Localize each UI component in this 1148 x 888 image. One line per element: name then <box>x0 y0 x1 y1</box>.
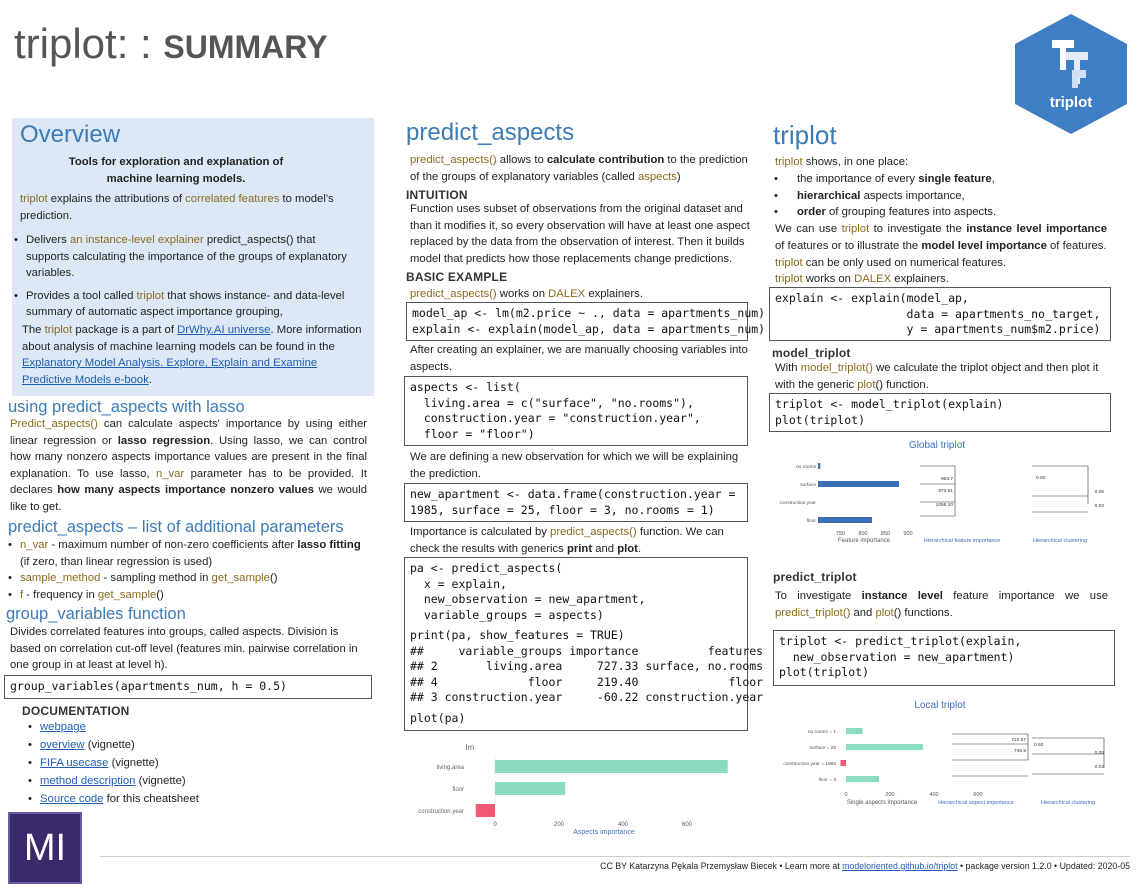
text-span: of features. <box>1046 239 1107 252</box>
basic-example-heading: BASIC EXAMPLE <box>406 270 508 284</box>
text-span: for this cheatsheet <box>103 793 199 805</box>
pa-code-results <box>404 557 764 731</box>
list-item <box>772 204 1112 221</box>
list-item <box>6 587 366 604</box>
predict-aspects-word: predict_aspects() <box>410 154 497 166</box>
tagline-line2: machine learning models. <box>106 172 246 185</box>
ema-book-link[interactable]: Explanatory Model Analysis. Explore, Explain and Examine Predictive Models e-book <box>22 357 318 386</box>
bold-span: model level importance <box>921 239 1047 252</box>
plot-word: plot <box>875 606 894 619</box>
tick-label: 0 <box>493 822 497 828</box>
bold-span: plot <box>617 542 638 555</box>
tick-label: 900 <box>903 531 913 537</box>
hfi-value-2: 973.61 <box>938 489 953 494</box>
groupvars-code: group_variables(apartments_num, h = 0.5) <box>4 675 372 699</box>
text-span: can be only used on numerical features. <box>802 257 1007 269</box>
hai-value-1: 722.57 <box>1011 738 1026 743</box>
tick-label: 800 <box>858 531 868 537</box>
params-heading: predict_aspects – list of additional parameters <box>8 518 344 536</box>
text-span: predict_aspects() that supports calculating the importance of the groups of explanatory variables. <box>26 234 347 280</box>
triplot-word: triplot <box>20 193 48 205</box>
bold-span: lasso fitting <box>297 539 361 551</box>
tp-code-predict: triplot <- predict_triplot(explain, new_observation = new_apartment) plot(triplot) <box>773 630 1115 686</box>
footer <box>560 861 1130 871</box>
text-span: and <box>850 606 876 619</box>
intuition-text: Function uses subset of observations from the original dataset and than it modifies it, so every observation will have at least one aspect replaced by the data from the observation of interest. Then it builds model that predicts how those replacements change predictions. <box>410 203 750 265</box>
hc-value-2: 0.05 <box>1094 751 1104 756</box>
param-name: sample_method <box>20 572 101 585</box>
text-span: Provides a tool called <box>26 289 137 302</box>
dalex-word: DALEX <box>548 288 586 300</box>
category-label: floor <box>452 787 464 793</box>
text-span: we would like to get. <box>10 484 367 513</box>
x-axis-label: Aspects importance <box>573 829 635 836</box>
text-span: aspects importance, <box>860 189 965 202</box>
text-span: The <box>22 324 45 336</box>
hc-value-1: 0.92 <box>1034 743 1044 748</box>
text-span: (vignette) <box>108 757 159 769</box>
text-span: to investigate the <box>869 223 967 235</box>
predict-aspects-word: predict_aspects() <box>550 526 637 538</box>
text-span: works on <box>496 288 549 300</box>
param-name: get_sample <box>211 572 270 585</box>
overview-p1 <box>20 191 360 224</box>
predict-triplot-text <box>775 588 1108 621</box>
tp-code-explain: explain <- explain(model_ap, data = apartments_no_target, y = apartments_num$m2.price) <box>769 287 1111 341</box>
docs-heading: DOCUMENTATION <box>22 704 130 718</box>
plot-word: plot <box>857 378 876 391</box>
tp-intro <box>775 154 908 171</box>
pa-intro <box>410 152 750 185</box>
doc-item <box>26 772 199 790</box>
groupvars-heading: group_variables function <box>6 605 186 623</box>
lm-chart <box>404 738 748 838</box>
triplot-logo <box>1012 12 1130 136</box>
text-span: (vignette) <box>135 775 186 787</box>
text-span: to the prediction of the groups of explanatory variables (called <box>410 154 748 183</box>
text-span: With <box>775 362 801 374</box>
lasso-text <box>10 416 367 516</box>
x-axis-label: Feature importance <box>837 538 891 544</box>
doc-item <box>26 736 199 754</box>
bold-span: instance level <box>861 590 943 602</box>
list-item <box>12 288 352 321</box>
text-span: - maximum number of non-zero coefficients after <box>48 539 298 551</box>
dalex-word: DALEX <box>854 273 892 285</box>
triplot-word: triplot <box>775 257 803 269</box>
doc-item <box>26 754 199 772</box>
panel3-label: Hierarchical clustering <box>1032 538 1088 544</box>
predict-aspects-word: Predict_aspects() <box>10 418 98 430</box>
text-span: function. We can check the results with generics <box>410 526 724 555</box>
predict-aspects-word: predict_aspects() <box>410 288 497 300</box>
text-span: . <box>637 542 642 555</box>
drwhy-link[interactable]: DrWhy.AI universe <box>177 324 271 336</box>
text-span: works on <box>802 273 855 285</box>
tick-label: 750 <box>835 531 846 537</box>
category-label: living.area <box>436 765 464 771</box>
mi-logo <box>8 812 82 884</box>
global-triplot-chart <box>770 436 1110 548</box>
bar-surface <box>818 481 899 487</box>
lasso-heading: using predict_aspects with lasso <box>8 398 245 416</box>
chart-title: Local triplot <box>914 700 966 711</box>
text-span: We can use <box>775 223 842 235</box>
text-span: ) <box>676 170 681 183</box>
text-span: parameter has to be provided. It declares <box>10 467 367 497</box>
bar-floor = 3 <box>846 776 879 782</box>
model-triplot-heading: model_triplot <box>772 346 851 360</box>
tick-label: 600 <box>681 822 693 828</box>
text-span: explainers. <box>585 288 643 300</box>
text-span: . More information about analysis of machine learning models can be found in the <box>22 324 362 353</box>
triplot-word: triplot <box>775 156 803 168</box>
text-span: To investigate <box>775 590 862 602</box>
text-span: () function. <box>875 378 929 391</box>
text-span: and <box>592 542 618 555</box>
tick-label: 200 <box>885 792 895 798</box>
category-label: surface = 25 <box>809 746 836 751</box>
bold-span: lasso regression <box>117 434 211 447</box>
text-span: allows to <box>496 154 547 166</box>
tagline-line1: Tools for exploration and explanation of <box>68 156 284 168</box>
footer-link[interactable]: modeloriented.github.io/triplot <box>842 861 958 871</box>
list-item <box>772 171 1112 188</box>
footer-text: CC BY Katarzyna Pękala Przemysław Biecek • Learn more at <box>600 861 843 871</box>
triplot-word: triplot <box>136 289 165 302</box>
text-span: can calculate aspects' importance by using either linear regression or <box>10 418 367 447</box>
aspects-word: aspects <box>637 170 677 183</box>
text-span: Delivers <box>26 234 70 246</box>
groupvars-text: Divides correlated features into groups, called aspects. Division is based on correlation cut-off level (features min. pairwise correlation in one group in at least at level h). <box>10 626 358 672</box>
bar-no.rooms <box>818 463 820 469</box>
model-triplot-text <box>775 360 1115 393</box>
text-span: of features or to illustrate the <box>775 239 922 252</box>
text-span: - frequency in <box>23 588 98 601</box>
tick-label: 200 <box>553 822 565 828</box>
text-span: . Using lasso, we can control how many nonzero aspects importance values are present in the final explanation. To use lasso, <box>10 434 368 480</box>
tp-list <box>772 171 1112 221</box>
text-span: to model's prediction. <box>20 193 334 222</box>
bar-living.area <box>495 760 728 773</box>
param-name: f <box>20 588 24 601</box>
category-label: no.rooms <box>796 465 816 470</box>
tp-p3 <box>775 271 949 288</box>
page-title-light: triplot: : <box>14 20 164 67</box>
list-item <box>772 188 1112 205</box>
text-span: of grouping features into aspects. <box>825 206 997 219</box>
pa-after-aspects: We are defining a new observation for which we will be explaining the prediction. <box>410 451 739 480</box>
param-name: n_var <box>20 539 49 551</box>
text-span: explains the attributions of <box>47 193 186 205</box>
local-triplot-chart <box>770 694 1110 810</box>
text-span: () functions. <box>893 606 953 619</box>
tp-code-model: triplot <- model_triplot(explain) plot(triplot) <box>769 393 1111 432</box>
hc-value-3: 0.02 <box>1094 504 1104 509</box>
pa-code-aspects: aspects <- list( living.area = c("surface", "no.rooms"), construction.year = "construction.year", floor = "floor") <box>404 376 748 446</box>
page-title <box>14 18 328 73</box>
chart-title: lm <box>465 743 475 752</box>
text-span: . <box>148 373 152 386</box>
tick-label: 400 <box>617 822 629 828</box>
category-label: no.rooms = 1 <box>807 730 836 735</box>
instance-explainer: an instance-level explainer <box>69 234 204 246</box>
bold-span: instance level importance <box>966 223 1107 235</box>
hfi-value-1: 963.7 <box>940 477 953 482</box>
tp-p1 <box>775 221 1107 254</box>
list-item <box>6 537 366 570</box>
tick-label: 400 <box>929 792 939 798</box>
text-span: (if zero, than linear regression is used) <box>20 555 213 568</box>
list-item <box>12 232 352 282</box>
category-label: floor = 3 <box>818 778 836 783</box>
text-span: package is a part of <box>72 324 178 336</box>
pa-after-explainer: After creating an explainer, we are manually choosing variables into aspects. <box>410 344 748 373</box>
intuition-heading: INTUITION <box>406 188 468 202</box>
text-span: , <box>991 173 995 185</box>
bold-span: print <box>566 542 593 555</box>
doc-item <box>26 718 199 736</box>
bold-span: hierarchical <box>797 189 861 202</box>
overview-heading: Overview <box>20 121 121 148</box>
text-span: the importance of every <box>797 173 919 185</box>
correlated-features: correlated features <box>185 193 280 205</box>
pa-after-new <box>410 524 750 557</box>
predict-triplot-word: predict_triplot() <box>775 606 851 619</box>
text-span: () <box>156 588 164 601</box>
bar-floor <box>495 782 565 795</box>
bar-no.rooms = 1 <box>846 728 863 734</box>
doc-link-source[interactable]: Source code <box>40 793 104 805</box>
pa-code-new-apartment: new_apartment <- data.frame(construction.year = 1985, surface = 25, floor = 3, no.rooms = 1) <box>404 483 748 522</box>
text-span: that shows instance- and data-level summary of automatic aspect importance grouping, <box>26 289 345 319</box>
code-print: print(pa, show_features = TRUE) ## variable_groups importance features ## 2 living.area 727.33 surface, no.rooms ## 4 floor 219.40 floor ## 3 construction.year -60.22 construction.year <box>410 628 764 704</box>
hc-value-2: 0.05 <box>1094 490 1104 495</box>
category-label: surface <box>800 483 816 488</box>
doc-item <box>26 790 199 808</box>
bar-floor <box>818 517 872 523</box>
hc-value-3: 0.02 <box>1094 765 1104 770</box>
footer-text: • package version 1.2.0 • Updated: 2020-05 <box>957 861 1130 871</box>
triplot-word: triplot <box>44 324 73 336</box>
text-span: shows, in one place: <box>802 156 909 168</box>
overview-list <box>12 232 352 321</box>
overview-p2 <box>22 322 362 388</box>
pa-code-explainer: model_ap <- lm(m2.price ~ ., data = apartments_num) explain <- explain(model_ap, data = apartments_num) <box>406 302 748 341</box>
tick-label: 0 <box>844 792 848 798</box>
list-item <box>6 570 366 587</box>
category-label: construction.year <box>418 809 464 815</box>
bold-span: single feature <box>918 173 992 185</box>
hfi-value-3: 1056.10 <box>935 503 953 508</box>
docs-list <box>26 718 199 808</box>
triplot-word: triplot <box>775 273 803 285</box>
basic-example-text <box>410 286 750 303</box>
tick-label: 850 <box>880 531 891 537</box>
x-axis-label: Single aspects importance <box>846 800 918 806</box>
tp-p2 <box>775 255 1006 272</box>
page-title-bold: SUMMARY <box>163 29 328 65</box>
doc-link-method[interactable]: method description <box>40 775 136 787</box>
category-label: construction.year <box>779 501 816 506</box>
panel2-label: Hierarchical feature importance <box>923 538 1001 544</box>
category-label: construction.year = 1985 <box>783 762 836 767</box>
bar-surface = 25 <box>846 744 923 750</box>
hai-value-2: 746.9 <box>1013 749 1026 754</box>
hc-value-1: 0.92 <box>1036 476 1046 481</box>
bold-span: order <box>797 206 826 219</box>
doc-link-overview[interactable]: overview <box>40 739 85 751</box>
tp-heading: triplot <box>773 120 837 150</box>
doc-link-fifa[interactable]: FIFA usecase <box>40 757 109 769</box>
n-var-word: n_var <box>155 467 185 480</box>
doc-link-webpage[interactable]: webpage <box>40 721 86 733</box>
mi-logo-text: MI <box>23 826 67 869</box>
text-span: (vignette) <box>84 739 135 751</box>
triplot-word: triplot <box>841 223 870 235</box>
logo-text: triplot <box>1049 94 1093 111</box>
tick-label: 600 <box>973 792 983 798</box>
code-predict: pa <- predict_aspects( x = explain, new_observation = new_apartment, variable_groups = aspects) <box>410 561 646 622</box>
bar-construction.year = 1985 <box>841 760 847 766</box>
code-plot: plot(pa) <box>410 710 466 725</box>
text-span: () <box>269 572 278 585</box>
param-name: get_sample <box>97 588 157 601</box>
overview-tagline <box>20 154 332 187</box>
predict-triplot-heading: predict_triplot <box>773 570 857 584</box>
text-span: Importance is calculated by <box>410 526 551 538</box>
text-span: explainers. <box>891 273 949 285</box>
panel3-label: Hierarchical clustering <box>1040 800 1096 806</box>
chart-title: Global triplot <box>908 440 966 451</box>
category-label: floor <box>806 519 816 524</box>
bar-construction.year <box>476 804 495 817</box>
text-span: we calculate the triplot object and then plot it with the generic <box>775 362 1099 391</box>
model-triplot-word: model_triplot() <box>800 362 873 374</box>
text-span: - sampling method in <box>100 572 212 585</box>
bold-span: how many aspects importance nonzero values <box>57 484 314 497</box>
pa-heading: predict_aspects <box>406 119 575 146</box>
params-list <box>6 537 366 603</box>
text-span: feature importance we use <box>942 590 1109 602</box>
footer-rule <box>100 856 1130 857</box>
panel2-label: Hierarchical aspect importance <box>938 800 1014 806</box>
bold-span: calculate contribution <box>546 154 665 166</box>
